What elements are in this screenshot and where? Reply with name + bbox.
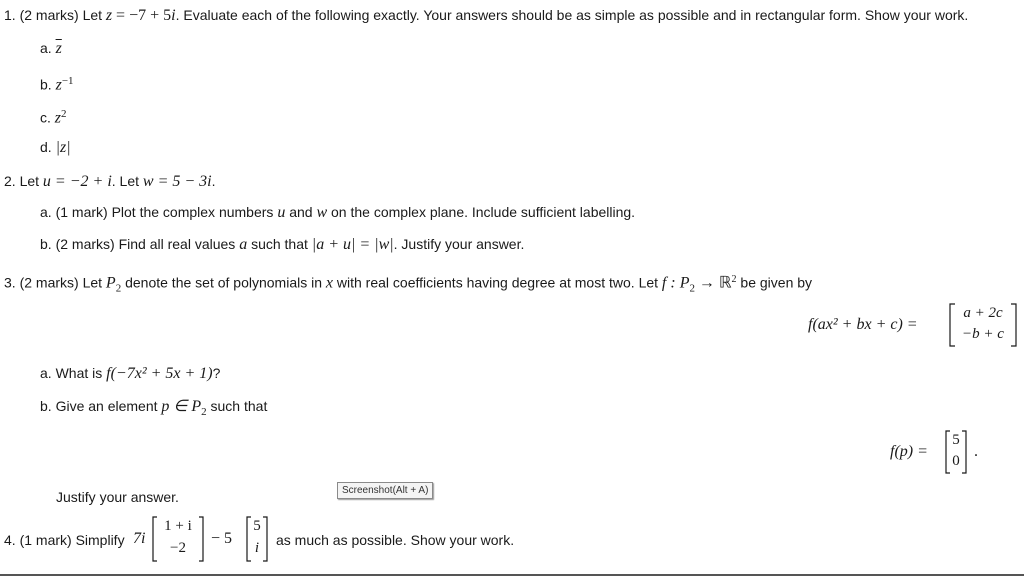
- q3-justify: Justify your answer.: [56, 489, 179, 505]
- matrix-cell-bottom: i: [254, 540, 260, 556]
- bottom-divider: [0, 574, 1024, 576]
- matrix-cell-top: a + 2c: [963, 305, 1003, 321]
- q2-part-b: b. (2 marks) Find all real values a such that |a + u| = |w|. Justify your answer.: [40, 236, 525, 253]
- q1-part-c: c. $z^2$: [40, 108, 67, 127]
- q3-definition-matrix: [948, 303, 1018, 347]
- matrix-cell-top: 1 + i: [164, 518, 192, 534]
- q3-fp-period: .: [974, 443, 978, 460]
- q4-minus-five: − 5: [211, 530, 233, 547]
- q3-part-a: a. What is f(−7x² + 5x + 1)?: [40, 365, 221, 382]
- q3-fp-lhs: f(p) =: [890, 443, 928, 460]
- q3-statement: 3. (2 marks) Let $P_2$ denote the set of polynomials in x with real coefficients having degree at most two. Let f : $P_2$ → ℝ$^2$ be given by: [4, 274, 813, 295]
- q2-part-a: a. (1 mark) Plot the complex numbers u and w on the complex plane. Include sufficient labelling.: [40, 204, 636, 221]
- q4-vector-1: [151, 516, 205, 562]
- q4-text: as much as possible. Show your work.: [276, 532, 515, 548]
- matrix-cell-top: 5: [952, 432, 960, 448]
- matrix-cell-bottom: −2: [170, 540, 186, 556]
- q3-part-b: b. Give an element p ∈ $P_2$ such that: [40, 398, 268, 418]
- matrix-cell-top: 5: [253, 518, 261, 534]
- q3-definition-lhs: f(ax² + bx + c) =: [808, 316, 918, 333]
- q4-vector-2: [245, 516, 269, 562]
- q3-fp-matrix: [944, 430, 968, 474]
- q1-statement: 1. (2 marks) Let z = −7 + 5i. Evaluate each of the following exactly. Your answers should be as simple as possible and in rectangular form. Show your work.: [4, 7, 969, 24]
- q1-part-d: d. |z|: [40, 139, 71, 156]
- screenshot-tooltip: Screenshot(Alt + A): [337, 482, 433, 499]
- matrix-cell-bottom: 0: [952, 453, 960, 469]
- matrix-cell-bottom: −b + c: [962, 326, 1004, 342]
- q1-part-b: b. $z^{-1}$: [40, 75, 74, 94]
- q1-part-a: a. $\overline{z}$: [40, 40, 62, 57]
- q2-statement: 2. Let u = −2 + i. Let w = 5 − 3i.: [4, 173, 216, 190]
- q4-prefix: 4. (1 mark) Simplify: [4, 532, 125, 548]
- q4-coefficient: 7i: [133, 530, 146, 547]
